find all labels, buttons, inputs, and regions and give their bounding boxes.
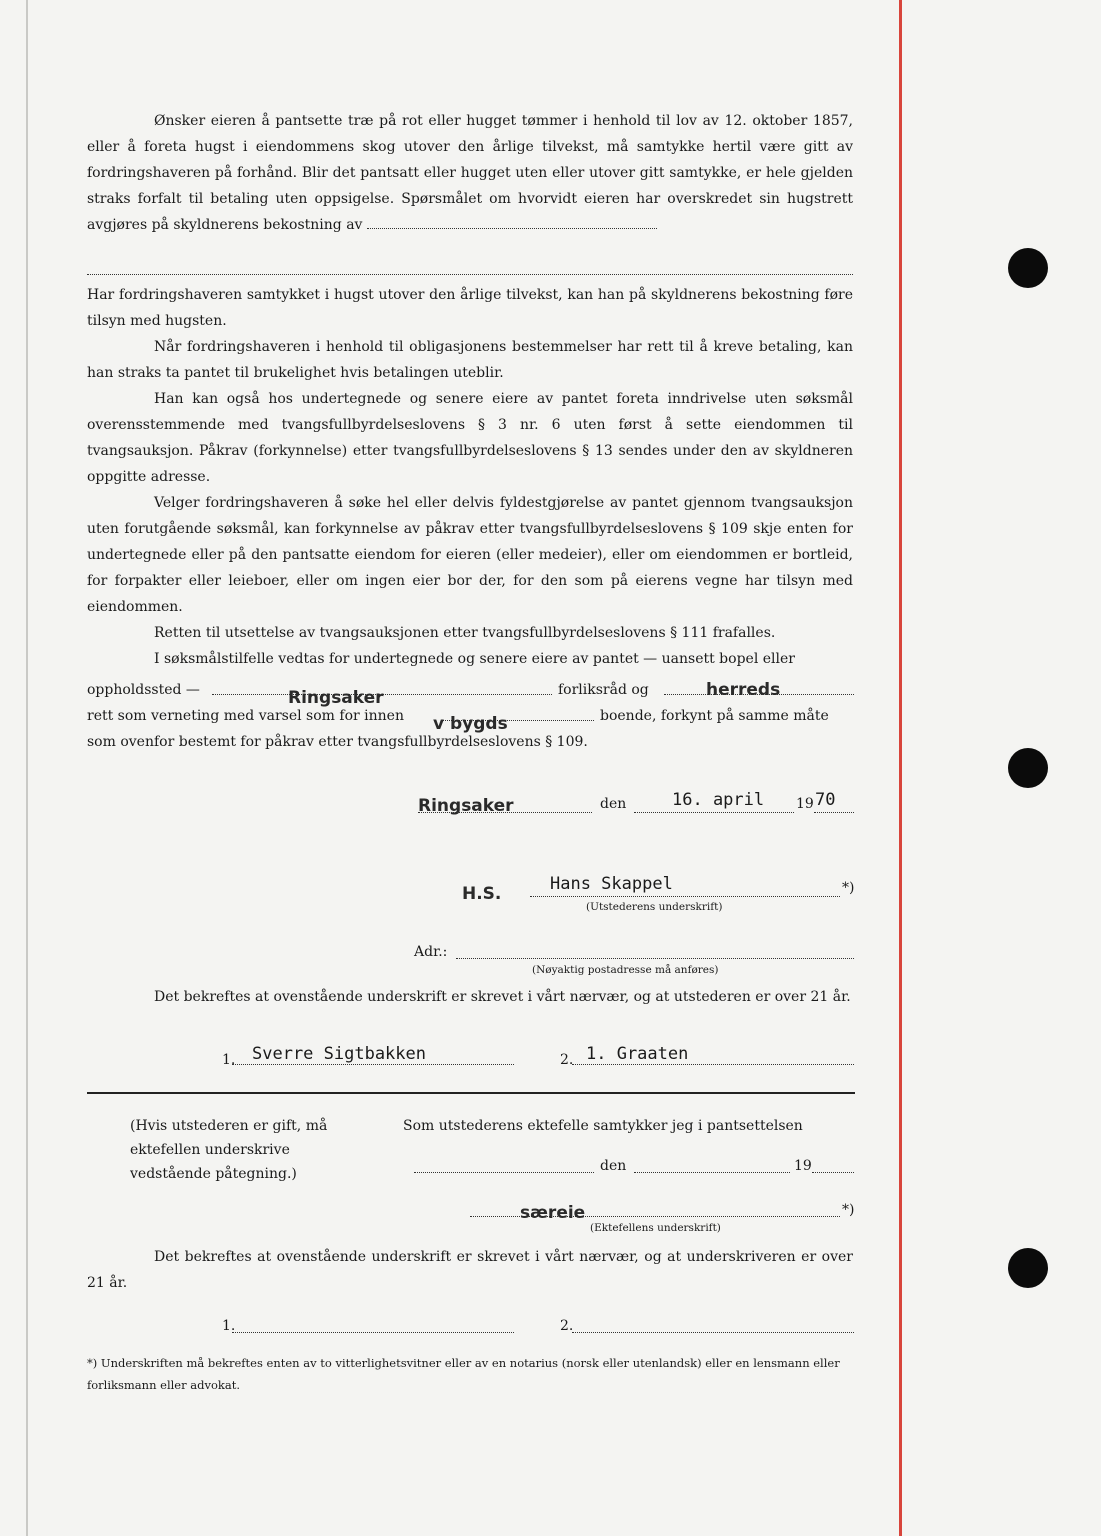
text-oppholdssted: oppholdssted —: [87, 682, 200, 698]
text-den: den: [600, 796, 627, 812]
paragraph-inndrivelse: Han kan også hos undertegnede og senere eiere av pantet foreta inndrivelse uten søksmål overensstemmende med tvangsfullbyrdelseslovens § 3 nr. 6 uten først å sette eiendommen til tvangsauksjon. Påkrav (forkynnelse) etter tvangsfullbyrdelseslovens § 13 sendes under den av skyldneren oppgitte adresse.: [87, 391, 853, 485]
paragraph-tilsyn: Har fordringshaveren samtykket i hugst utover den årlige tilvekst, kan han på skyldnerens bekostning føre tilsyn med hugsten.: [87, 287, 853, 329]
paragraph-betaling: Når fordringshaveren i henhold til obligasjonens bestemmelser har rett til å kreve betaling, kan han straks ta pantet til brukelighet hvis betalingen uteblir.: [87, 339, 853, 381]
section-divider: [87, 1092, 855, 1094]
spouse-year: 19: [794, 1158, 812, 1174]
spouse-consent-text: Som utstederens ektefelle samtykker jeg i pantsettelsen: [403, 1118, 803, 1134]
date-year-suffix: 70: [815, 790, 836, 810]
text-som-ovenfor: som ovenfor bestemt for påkrav etter tvangsfullbyrdelseslovens § 109.: [87, 734, 588, 750]
stamp-hs: H.S.: [462, 884, 502, 904]
punch-hole-top: [1008, 248, 1048, 288]
stamp-bygds: v bygds: [433, 714, 508, 734]
paragraph-utsettelse: Retten til utsettelse av tvangsauksjonen etter tvangsfullbyrdelseslovens § 111 frafalles.: [154, 625, 776, 641]
date-year-prefix: 19: [796, 796, 814, 812]
paragraph-hugst: Ønsker eieren å pantsette træ på rot eller hugget tømmer i henhold til lov av 12. oktober 1857, eller å foreta hugst i eiendommens skog utover den årlige tilvekst, må samtykke hertil være gitt av fordringshaveren på forhånd. Blir det pantsatt eller hugget uten eller utover gitt samtykke, er hele gjelden straks forfalt til betaling uten oppsigelse. Spørsmålet om hvorvidt eieren har overskredet sin hugstrett avgjøres på skyldnerens bekostning av: [87, 113, 853, 233]
address-label: Adr.:: [414, 944, 448, 960]
text-forliksrad: forliksråd og: [558, 682, 649, 698]
punch-hole-bottom: [1008, 1248, 1048, 1288]
paragraph-tvangsauksjon: Velger fordringshaveren å søke hel eller delvis fyldestgjørelse av pantet gjennom tvangsauksjon uten forutgående søksmål, kan forkynnelse av påkrav etter tvangsfullbyrdelseslovens § 109 skje enten for undertegnede eller på den pantsatte eiendom for eieren (eller medeier), eller om eiendommen er bortleid, for forpakter eller leieboer, eller om ingen eier bor der, for den som på eierens vegne har tilsyn med eiendommen.: [87, 495, 853, 615]
issuer-asterisk: *): [842, 880, 855, 896]
red-margin-line: [899, 0, 902, 1536]
witness2-number-1: 1.: [222, 1318, 236, 1334]
text-boende: boende, forkynt på samme måte: [600, 708, 829, 724]
stamp-saereie: særeie: [520, 1203, 586, 1223]
witness1-number-1: 1.: [222, 1052, 236, 1068]
witness-confirmation-1: Det bekreftes at ovenstående underskrift er skrevet i vårt nærvær, og at utstederen er over 21 år.: [154, 989, 851, 1005]
witness1-number-2: 2.: [560, 1052, 574, 1068]
stamp-ringsaker-court: Ringsaker: [288, 688, 384, 708]
spouse-signature-caption: (Ektefellens underskrift): [590, 1222, 721, 1234]
blank-line: [87, 274, 853, 275]
spouse-asterisk: *): [842, 1202, 855, 1218]
witness1-signature-2: 1. Graaten: [586, 1044, 689, 1064]
issuer-signature-caption: (Utstederens underskrift): [586, 901, 723, 913]
witness-confirmation-2: Det bekreftes at ovenstående underskrift er skrevet i vårt nærvær, og at underskriveren er over 21 år.: [87, 1249, 853, 1291]
address-caption: (Nøyaktig postadresse må anføres): [532, 964, 719, 976]
spouse-note: (Hvis utstederen er gift, må ektefellen underskrive vedstående påtegning.): [130, 1118, 328, 1182]
punch-hole-middle: [1008, 748, 1048, 788]
text-rett-verneting: rett som verneting med varsel som for innen: [87, 708, 404, 724]
stamp-herreds: herreds: [706, 680, 781, 700]
witness2-number-2: 2.: [560, 1318, 574, 1334]
witness1-signature-1: Sverre Sigtbakken: [252, 1044, 426, 1064]
stamp-place: Ringsaker: [418, 796, 514, 816]
paragraph-soksmal: I søksmålstilfelle vedtas for undertegnede og senere eiere av pantet — uansett bopel eller: [154, 651, 795, 667]
date-day-month: 16. april: [672, 790, 765, 810]
issuer-signature-name: Hans Skappel: [550, 874, 673, 894]
footnote: *) Underskriften må bekreftes enten av to vitterlighetsvitner eller av en notarius (norsk eller utenlandsk) eller en lensmann eller forliksmann eller advokat.: [87, 1356, 840, 1392]
spouse-den: den: [600, 1158, 627, 1174]
